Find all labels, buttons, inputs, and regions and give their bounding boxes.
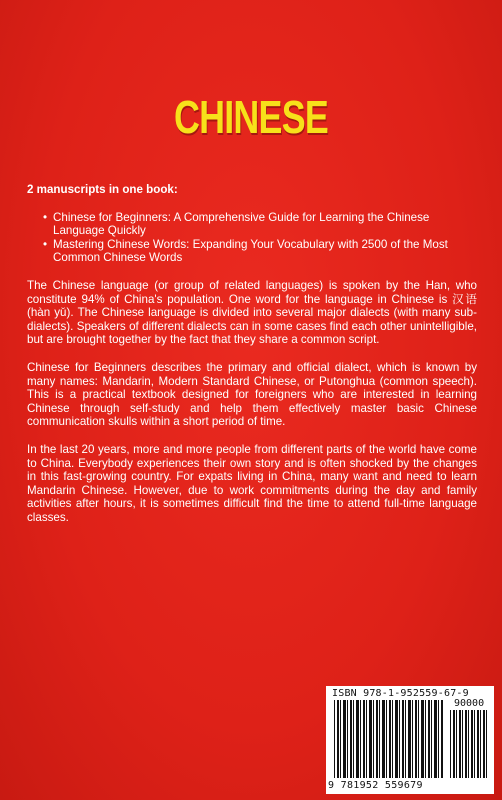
list-item: • Chinese for Beginners: A Comprehensive Guide for Learning the Chinese Language Quickly — [43, 211, 477, 238]
barcode-bars-icon — [334, 700, 444, 778]
addon-barcode-bars-icon — [450, 710, 488, 778]
cover-blurb — [27, 183, 477, 538]
book-title: CHINESE — [173, 91, 329, 143]
ean-number: 9 781952 559679 — [328, 780, 423, 791]
isbn-label: ISBN 978-1-952559-67-9 — [332, 688, 469, 699]
paragraph-language-intro: The Chinese language (or group of related languages) is spoken by the Han, who constitute 94% of China's population. One word for the language in Chinese is 汉语 (hàn yǔ). The Chinese language is divided into several major dialects (with many sub-dialects). Speakers of different dialects can in some cases find each other unintelligible, but are brought together by the fact that they share a common script. — [27, 278, 477, 347]
price-addon-label: 90000 — [454, 698, 485, 709]
manuscripts-lead: 2 manuscripts in one book: — [27, 183, 178, 196]
isbn-barcode — [326, 686, 494, 794]
manuscript-list — [27, 211, 477, 265]
paragraph-beginners-description: Chinese for Beginners describes the primary and official dialect, which is known by many names: Mandarin, Modern Standard Chinese, or Putonghua (common speech). This is a practical textbook designed for foreigners who are interested in learning Chinese through self-study and help them effectively master basic Chinese communication skulls within a short period of time. — [27, 360, 477, 429]
list-item: • Mastering Chinese Words: Expanding Your Vocabulary with 2500 of the Most Common Chinese Words — [43, 238, 477, 265]
paragraph-expats-context: In the last 20 years, more and more people from different parts of the world have come to China. Everybody experiences their own story and is often shocked by the changes in this fast-growing country. For expats living in China, many want and need to learn Mandarin Chinese. However, due to work commitments during the day and family activities after hours, it is sometimes difficult find the time to attend full-time language classes. — [27, 442, 477, 524]
